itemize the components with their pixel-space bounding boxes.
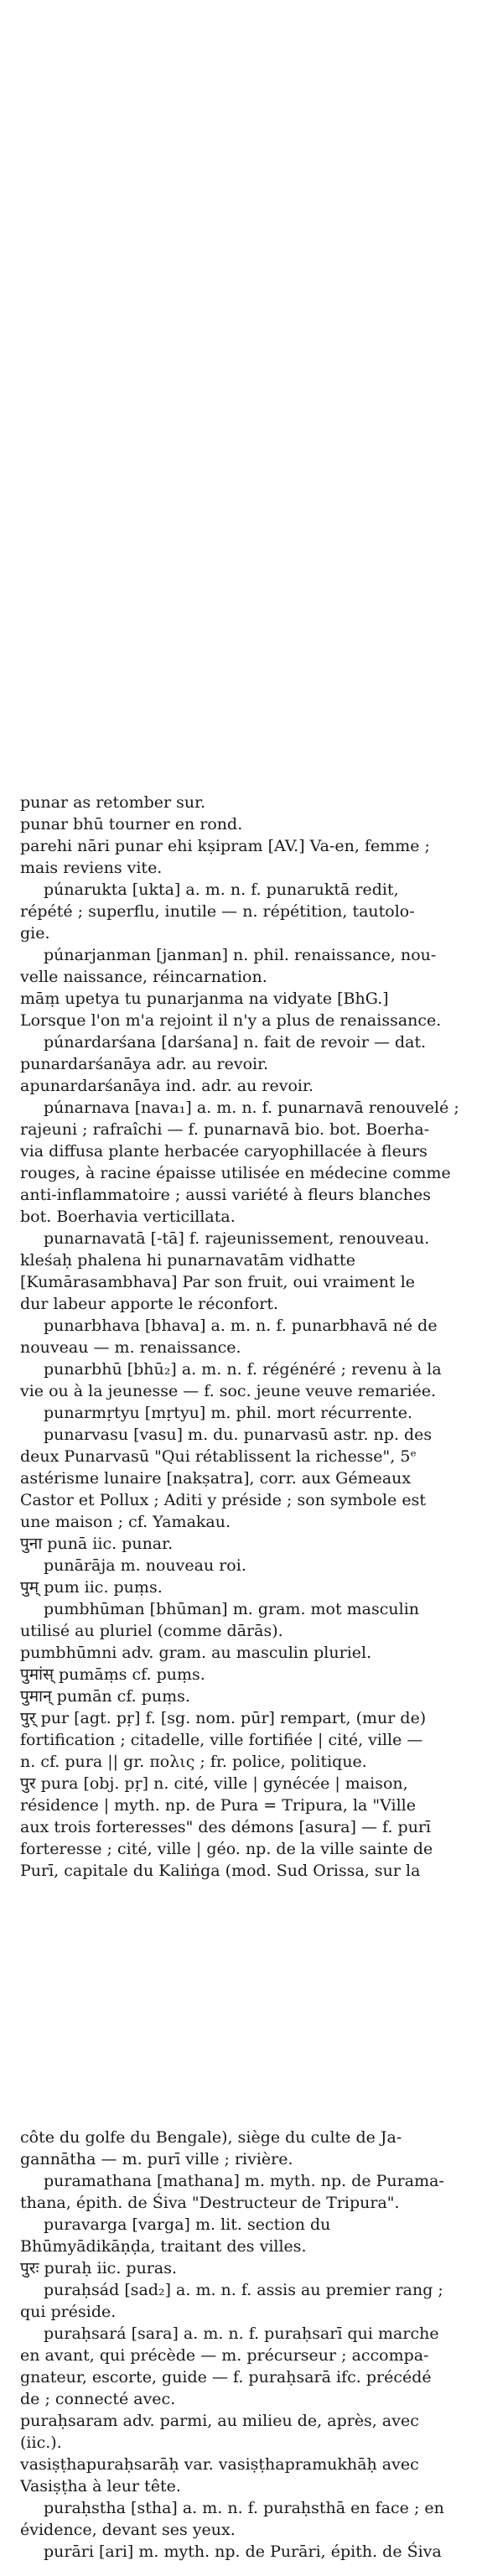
- text-line: punarmṛtyu [mṛtyu] m. phil. mort récurrente.: [44, 1404, 413, 1422]
- text-line: mais reviens vite.: [20, 859, 163, 877]
- text-line: puraḥstha [stha] a. m. n. f. puraḥsthā en face ; en: [44, 2499, 444, 2517]
- text-line: पुर् pur [agt. pṛ] f. [sg. nom. pūr] rempart, (mur de): [20, 1709, 427, 1727]
- text-line: púnardarśana [darśana] n. fait de revoir — dat.: [44, 1033, 427, 1052]
- text-line: parehi nāri punar ehi kṣipram [AV.] Va-en, femme ;: [20, 837, 430, 855]
- text-line: astérisme lunaire [nakṣatra], corr. aux Gémeaux: [20, 1469, 412, 1488]
- text-line: punarnavatā [-tā] f. rajeunissement, renouveau.: [44, 1229, 430, 1248]
- text-line: résidence | myth. np. de Pura = Tripura, la "Ville: [20, 1796, 416, 1815]
- text-line: bot. Boerhavia verticillata.: [20, 1208, 236, 1226]
- text-line: पुर pura [obj. pṛ] n. cité, ville | gynécée | maison,: [20, 1774, 408, 1793]
- text-line: utilisé au pluriel (comme dārās).: [20, 1622, 283, 1640]
- text-line: deux Punarvasū "Qui rétablissent la richesse", 5ᵉ: [20, 1447, 417, 1466]
- text-line: de ; connecté avec.: [20, 2390, 176, 2408]
- text-line: kleśaḥ phalena hi punarnavatām vidhatte: [20, 1251, 355, 1270]
- text-line: en avant, qui précède — m. précurseur ; accompa-: [20, 2346, 429, 2365]
- text-line: n. cf. pura || gr. πολις ; fr. police, politique.: [20, 1753, 367, 1771]
- text-line: une maison ; cf. Yamakau.: [20, 1513, 231, 1531]
- text-line: पुम् pum iic. puṃs.: [20, 1578, 163, 1597]
- text-line: पुना punā iic. punar.: [20, 1535, 174, 1553]
- text-line: pumbhūman [bhūman] m. gram. mot masculin: [44, 1600, 420, 1618]
- text-line: évidence, devant ses yeux.: [20, 2521, 236, 2539]
- text-line: māṃ upetya tu punarjanma na vidyate [BhG.]: [20, 989, 389, 1008]
- text-line: púnarukta [ukta] a. m. n. f. punaruktā redit,: [44, 880, 399, 899]
- text-line: vie ou à la jeunesse — f. soc. jeune veuve remariée.: [20, 1382, 437, 1400]
- text-line: fortification ; citadelle, ville fortifiée | cité, ville —: [20, 1731, 423, 1749]
- text-line: punar as retomber sur.: [20, 793, 206, 812]
- text-line: puravarga [varga] m. lit. section du: [44, 2215, 331, 2234]
- text-line: apunardarśanāya ind. adr. au revoir.: [20, 1077, 314, 1095]
- text-line: púnarjanman [janman] n. phil. renaissance, nou-: [44, 946, 437, 964]
- text-line: velle naissance, réincarnation.: [20, 968, 267, 986]
- text-line: [Kumārasambhava] Par son fruit, oui vraiment le: [20, 1273, 416, 1291]
- text-line: punarbhava [bhava] a. m. n. f. punarbhavā né de: [44, 1317, 438, 1335]
- text-line: dur labeur apporte le réconfort.: [20, 1295, 279, 1313]
- text-line: Bhūmyādikāṇḍa, traitant des villes.: [20, 2237, 307, 2256]
- text-line: thana, épith. de Śiva "Destructeur de Tripura".: [20, 2194, 400, 2212]
- text-line: forteresse ; cité, ville | géo. np. de la ville sainte de: [20, 1840, 433, 1858]
- entries-block-bottom: [20, 2127, 475, 2563]
- text-line: pumbhūmni adv. gram. au masculin pluriel.: [20, 1644, 372, 1662]
- text-line: puraḥsará [sara] a. m. n. f. puraḥsarī qui marche: [44, 2324, 439, 2343]
- text-line: punārāja m. nouveau roi.: [44, 1556, 246, 1575]
- text-line: qui préside.: [20, 2303, 117, 2321]
- text-line: punardarśanāya adr. au revoir.: [20, 1055, 269, 1073]
- text-line: aux trois forteresses" des démons [asura] — f. purī: [20, 1818, 432, 1836]
- text-line: Vasiṣṭha à leur tête.: [20, 2477, 181, 2496]
- text-line: Purī, capitale du Kaliṅga (mod. Sud Orissa, sur la: [20, 1862, 421, 1880]
- text-line: punarbhū [bhū₂] a. m. n. f. régénéré ; revenu à la: [44, 1360, 442, 1379]
- text-line: rajeuni ; rafraîchi — f. punarnavā bio. bot. Boerha-: [20, 1120, 430, 1139]
- text-line: Castor et Pollux ; Aditi y préside ; son symbole est: [20, 1491, 427, 1509]
- entries-block-top: [20, 792, 475, 1882]
- text-line: gie.: [20, 924, 50, 943]
- text-line: rouges, à racine épaisse utilisée en médecine comme: [20, 1164, 451, 1182]
- text-line: côte du golfe du Bengale), siège du culte de Ja-: [20, 2128, 402, 2147]
- text-line: puraḥsaram adv. parmi, au milieu de, après, avec: [20, 2412, 419, 2430]
- text-line: nouveau — m. renaissance.: [20, 1338, 241, 1357]
- text-line: anti-inflammatoire ; aussi variété à fleurs blanches: [20, 1186, 431, 1204]
- text-line: vasiṣṭhapuraḥsarāḥ var. vasiṣṭhapramukhāḥ avec: [20, 2455, 419, 2474]
- text-line: puramathana [mathana] m. myth. np. de Purama-: [44, 2172, 444, 2190]
- text-line: पुरः puraḥ iic. puras.: [20, 2259, 177, 2277]
- text-line: gnateur, escorte, guide — f. puraḥsarā ifc. précédé: [20, 2368, 432, 2386]
- text-line: purāri [ari] m. myth. np. de Purāri, épith. de Śiva: [44, 2542, 442, 2561]
- text-line: gannātha — m. purī ville ; rivière.: [20, 2150, 293, 2168]
- text-line: répété ; superflu, inutile — n. répétition, tautolo-: [20, 902, 415, 921]
- text-line: punarvasu [vasu] m. du. punarvasū astr. np. des: [44, 1426, 433, 1444]
- text-line: पुमांस् pumāṃs cf. puṃs.: [20, 1665, 205, 1684]
- text-line: puraḥsád [sad₂] a. m. n. f. assis au premier rang ;: [44, 2281, 443, 2299]
- text-line: via diffusa plante herbacée caryophillacée à fleurs: [20, 1142, 427, 1161]
- text-line: (iic.).: [20, 2433, 62, 2452]
- text-line: पुमान् pumān cf. puṃs.: [20, 1687, 190, 1706]
- text-line: punar bhū tourner en rond.: [20, 815, 243, 834]
- text-line: Lorsque l'on m'a rejoint il n'y a plus de renaissance.: [20, 1011, 442, 1030]
- text-line: púnarnava [nava₁] a. m. n. f. punarnavā renouvelé ;: [44, 1098, 459, 1117]
